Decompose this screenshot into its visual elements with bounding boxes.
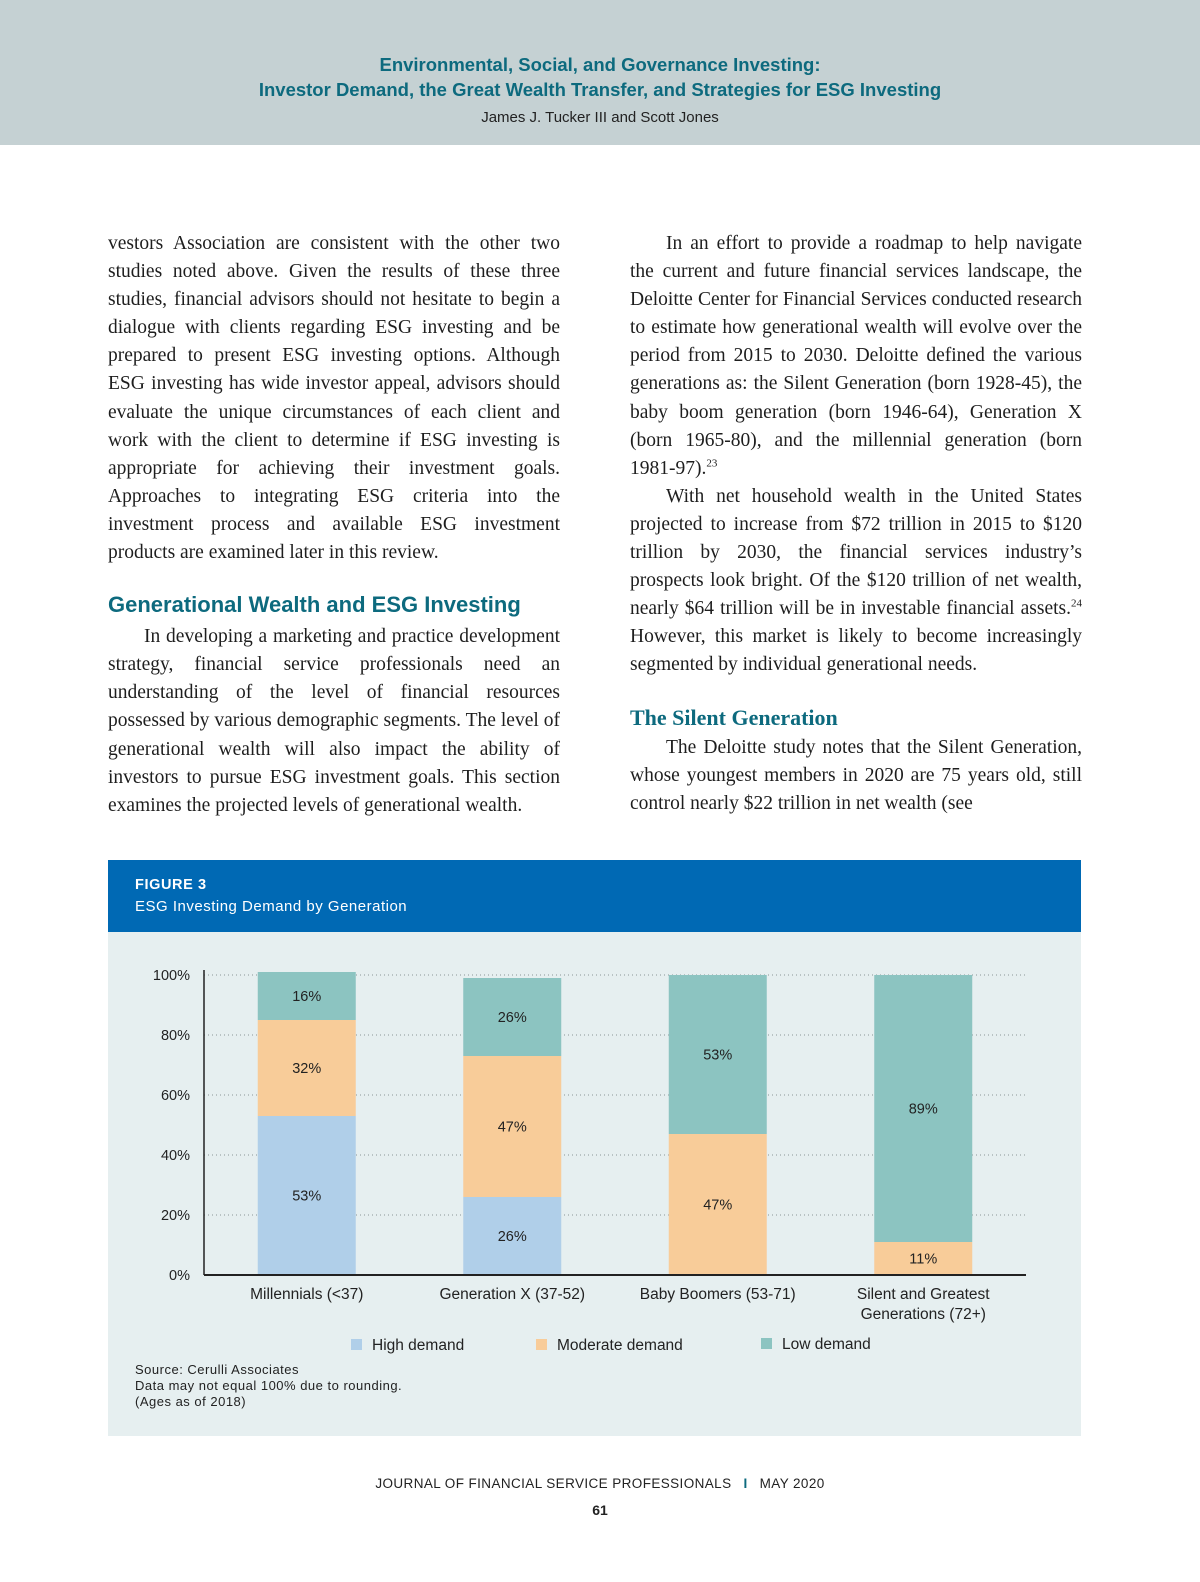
footer-journal	[0, 1476, 1200, 1491]
figure-source-note	[135, 1362, 402, 1410]
y-tick-label: 60%	[160, 1088, 190, 1104]
data-label: 32%	[292, 1061, 322, 1077]
rounding-note: Data may not equal 100% due to rounding.	[135, 1378, 403, 1393]
y-tick-label: 20%	[160, 1208, 190, 1224]
footnote-ref-23: 23	[706, 457, 718, 470]
running-header	[0, 0, 1200, 145]
x-category-label: Millennials (<37)	[250, 1286, 364, 1303]
y-tick-label: 0%	[169, 1268, 190, 1284]
legend-swatch-moderate	[536, 1339, 547, 1350]
data-label: 16%	[292, 989, 322, 1005]
section-heading: Generational Wealth and ESG Investing	[108, 592, 521, 618]
legend-swatch-high	[351, 1339, 362, 1350]
right-paragraph-3: The Deloitte study notes that the Silent Generation, whose youngest members in 2020 are 75 years old, still control nearly $22 trillion in net wealth (see	[630, 736, 1082, 814]
y-tick-label: 100%	[152, 968, 190, 984]
ages-note: (Ages as of 2018)	[135, 1394, 247, 1409]
x-category-label: Generation X (37-52)	[439, 1286, 586, 1303]
data-label: 11%	[909, 1251, 938, 1268]
journal-name: JOURNAL OF FINANCIAL SERVICE PROFESSIONALS	[375, 1476, 732, 1491]
article-authors: James J. Tucker III and Scott Jones	[481, 109, 719, 126]
right-paragraph-2: With net household wealth in the United States projected to increase from $72 trillion in 2015 to $120 trillion by 2030, the financial services industry’s prospects look bright. Of the $120 trillion of net wealth, nearly $64 trillion will be in investable financial assets.$^{24}$ However, this market is likely to become increasingly segmented by individual generational needs.	[630, 485, 1082, 676]
subsection-heading: The Silent Generation	[630, 704, 838, 730]
article-title-line2: Investor Demand, the Great Wealth Transfer, and Strategies for ESG Investing	[258, 79, 942, 100]
data-label: 26%	[497, 1010, 527, 1026]
y-tick-label: 40%	[160, 1148, 190, 1164]
legend-low-demand: Low demand	[761, 1336, 871, 1354]
left-paragraph-1: vestors Association are consistent with the other two studies noted above. Given the results of these three studies, financial advisors should not hesitate to begin a dialogue with clients regarding ESG investing and be prepared to present ESG investing options. Although ESG investing has wide investor appeal, advisors should evaluate the unique circumstances of each client and work with the client to determine if ESG investing is appropriate for achieving their investment goals. Approaches to integrating ESG criteria into the investment process and available ESG investment products are examined later in this review.	[108, 233, 560, 564]
x-category-label: Baby Boomers (53-71)	[639, 1286, 796, 1303]
footer-separator: I	[743, 1476, 748, 1491]
article-title-line1: Environmental, Social, and Governance Investing:	[379, 54, 821, 75]
stacked-bar-chart	[108, 932, 1081, 1332]
legend-moderate-demand: Moderate demand	[536, 1337, 683, 1355]
data-label: 53%	[292, 1188, 322, 1205]
data-label: 47%	[703, 1197, 733, 1214]
data-label: 89%	[908, 1101, 938, 1118]
left-column	[108, 230, 560, 820]
legend-high-demand: High demand	[351, 1337, 464, 1355]
y-tick-label: 80%	[160, 1028, 190, 1044]
data-label: 47%	[497, 1119, 527, 1136]
legend-swatch-low	[761, 1338, 772, 1349]
x-category-label: Generations (72+)	[860, 1306, 986, 1323]
x-category-label: Silent and Greatest	[856, 1286, 990, 1303]
page-number: 61	[592, 1502, 608, 1518]
figure-label: FIGURE 3	[135, 877, 207, 893]
right-paragraph-1: In an effort to provide a roadmap to help navigate the current and future financial services landscape, the Deloitte Center for Financial Services conducted research to estimate how generational wealth will evolve over the period from 2015 to 2030. Deloitte defined the various generations as: the Silent Generation (born 1928-45), the baby boom generation (born 1946-64), Generation X (born 1965-80), and the millennial generation (born 1981-97).$^{23}$	[630, 233, 1082, 479]
figure-title: ESG Investing Demand by Generation	[135, 898, 408, 915]
data-label: 26%	[497, 1229, 527, 1245]
right-column	[630, 230, 1082, 818]
issue-date: MAY 2020	[759, 1476, 825, 1491]
data-label: 53%	[703, 1047, 733, 1064]
footnote-ref-24: 24	[1071, 597, 1082, 610]
figure-header	[108, 860, 1081, 932]
source-line: Source: Cerulli Associates	[135, 1362, 300, 1377]
left-paragraph-2: In developing a marketing and practice development strategy, financial service professionals need an understanding of the level of financial resources possessed by various demographic segments. The level of generational wealth will also impact the ability of investors to pursue ESG investment goals. This section examines the projected levels of generational wealth.	[108, 626, 560, 816]
figure-body	[108, 932, 1081, 1436]
